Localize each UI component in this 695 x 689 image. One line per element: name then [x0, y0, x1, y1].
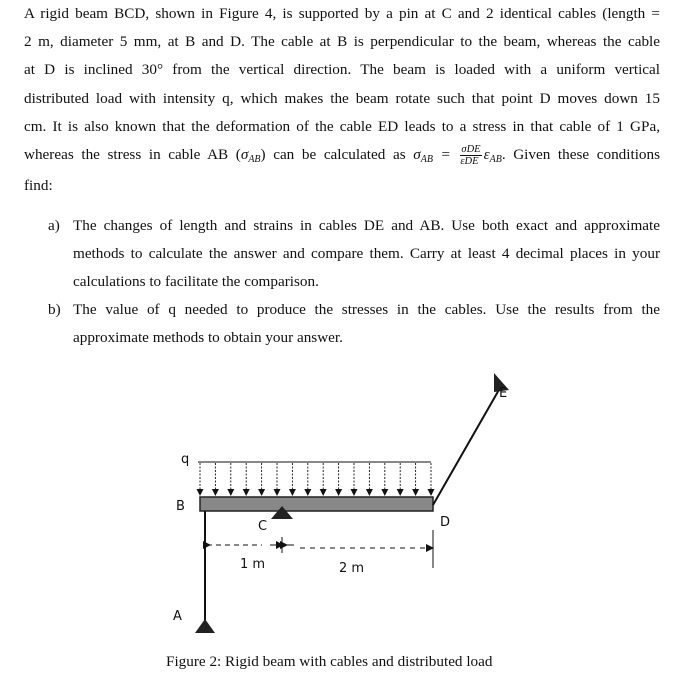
load-arrow-head [197, 489, 204, 496]
intro-line-6 [24, 141, 660, 174]
dimension-1m: 1 m [240, 557, 266, 572]
question-b-line-1: The value of q needed to produce the stresses in the cables. Use the results from the [73, 301, 660, 318]
sigma-ab-symbol: $\sigma_{AB}$ [240, 146, 261, 166]
load-arrow-head [227, 489, 234, 496]
intro-line-2: 2 m, diameter 5 mm, at B and D. The cable at B is perpendicular to the beam, whereas the cable [24, 33, 660, 51]
question-a-line-3: calculations to facilitate the comparison. [73, 273, 319, 290]
load-arrow-head [412, 489, 419, 496]
label-d: D [440, 515, 451, 530]
label-a: A [173, 609, 182, 624]
question-a [48, 212, 660, 296]
load-arrow-head [289, 489, 296, 496]
load-arrow-group [197, 463, 435, 496]
beam-figure [0, 360, 695, 650]
load-arrow-head [320, 489, 327, 496]
intro-line-4: distributed load with intensity q, which makes the beam rotate such that point D moves down 15 [24, 89, 660, 107]
question-a-marker: a) [48, 217, 60, 234]
load-arrow-head [258, 489, 265, 496]
rigid-beam [200, 497, 433, 511]
load-arrow-head [366, 489, 373, 496]
question-b [48, 296, 660, 352]
question-a-line-2: methods to calculate the answer and compare them. Carry at least 4 decimal places in your [73, 245, 660, 262]
equation: $\sigma_{AB}$ = $\frac{\text{σDE}}{\text{εDE}}$ $\varepsilon_{AB}$ [413, 144, 502, 168]
label-e: E [499, 386, 508, 401]
load-arrow-head [381, 489, 388, 496]
load-arrow-head [243, 489, 250, 496]
intro-line-6-mid: ) can be calculated as [260, 146, 406, 164]
question-a-line-1: The changes of length and strains in cables DE and AB. Use both exact and approximate [73, 217, 660, 234]
load-arrow-head [351, 489, 358, 496]
dimension-2m: 2 m [339, 561, 365, 576]
find-label: find: [24, 177, 53, 194]
intro-line-6-end: . Given these conditions [501, 146, 661, 164]
load-arrow-head [335, 489, 342, 496]
label-b: B [176, 499, 185, 514]
cable-de [433, 388, 500, 505]
load-arrow-head [428, 489, 435, 496]
load-arrow-head [304, 489, 311, 496]
question-b-line-2: approximate methods to obtain your answer. [73, 329, 343, 346]
load-arrow-head [274, 489, 281, 496]
figure-caption: Figure 2: Rigid beam with cables and distributed load [166, 653, 493, 670]
stress-strain-fraction: $\frac{\text{σDE}}{\text{εDE}}$ [460, 144, 481, 168]
intro-line-1: A rigid beam BCD, shown in Figure 4, is supported by a pin at C and 2 identical cables (length = [24, 5, 660, 22]
label-q: q [181, 452, 190, 467]
intro-line-6-start: whereas the stress in cable AB ( [24, 146, 241, 164]
intro-line-3: at D is inclined 30° from the vertical direction. The beam is loaded with a uniform vertical [24, 61, 660, 79]
intro-line-5: cm. It is also known that the deformation of the cable ED leads to a stress in that cable of 1 GPa, [24, 117, 660, 135]
load-arrow-head [397, 489, 404, 496]
question-list [48, 212, 660, 352]
problem-statement [24, 0, 660, 174]
question-b-marker: b) [48, 301, 61, 318]
label-c: C [258, 519, 268, 534]
support-a [195, 619, 215, 633]
load-arrow-head [212, 489, 219, 496]
